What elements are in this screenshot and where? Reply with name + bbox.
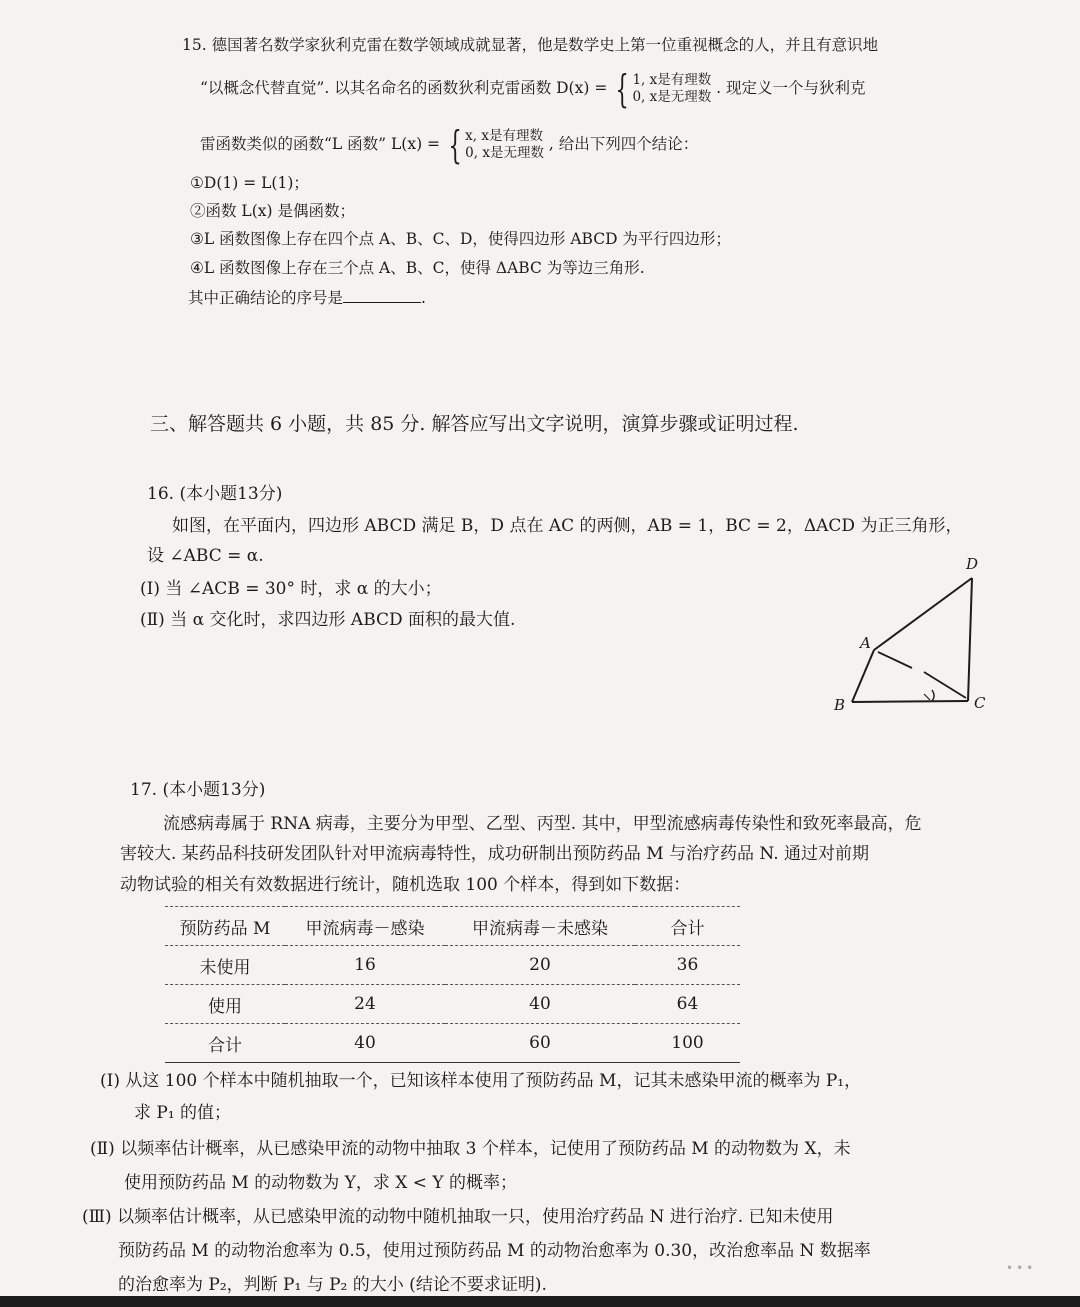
q15-l-cases [445, 123, 544, 167]
tick-mark [924, 672, 966, 698]
table-header-cell: 甲流病毒－未感染 [445, 907, 635, 946]
left-brace-icon: { [448, 123, 462, 167]
edge-ad [874, 578, 972, 650]
q16-heading: 16. (本小题13分) [147, 484, 283, 504]
q15-line2-tail: . 现定义一个与狄利克 [716, 79, 866, 97]
table-row [165, 985, 740, 1024]
label-c: C [974, 694, 986, 712]
edge-bc [852, 701, 968, 702]
q15-conclusion-3: ③L 函数图像上存在四个点 A、B、C、D，使得四边形 ABCD 为平行四边形； [190, 230, 731, 248]
bottom-edge-bar [0, 1296, 1080, 1307]
q16-part2: (Ⅱ) 当 α 交化时，求四边形 ABCD 面积的最大值. [140, 610, 516, 630]
table-row [165, 946, 740, 985]
answer-blank [343, 286, 421, 303]
table-cell: 100 [671, 1033, 704, 1053]
q17-part3-line3: 的治愈率为 P₂，判断 P₁ 与 P₂ 的大小 (结论不要求证明). [118, 1275, 547, 1295]
angle-arc [932, 690, 934, 701]
table-header-row [165, 907, 740, 946]
left-brace-icon: { [615, 67, 629, 111]
q17-part3-line2: 预防药品 M 的动物治愈率为 0.5，使用过预防药品 M 的动物治愈率为 0.30，改治愈率品 N 数据率 [118, 1241, 871, 1261]
q15-l-case2: 0, x是无理数 [465, 145, 544, 161]
q16-line1: 如图，在平面内，四边形 ABCD 满足 B，D 点在 AC 的两侧，AB = 1，BC = 2，ΔACD 为正三角形， [172, 516, 963, 536]
q15-line3 [200, 123, 699, 167]
table-header-cell: 合计 [635, 907, 740, 946]
q17-part3-line1: (Ⅲ) 以频率估计概率，从已感染甲流的动物中随机抽取一只，使用治疗药品 N 进行治疗. 已知未使用 [82, 1207, 834, 1227]
q15-line1: 15. 德国著名数学家狄利克雷在数学领域成就显著，他是数学史上第一位重视概念的人，并且有意识地 [182, 36, 879, 54]
edge-ab [852, 650, 874, 702]
table-header-cell: 甲流病毒－感染 [285, 907, 445, 946]
table-cell: 使用 [165, 985, 285, 1024]
q16-part1: (Ⅰ) 当 ∠ACB = 30° 时，求 α 的大小； [140, 579, 442, 599]
section-3-heading: 三、解答题共 6 小题，共 85 分. 解答应写出文字说明，演算步骤或证明过程. [150, 413, 799, 435]
q17-line3: 动物试验的相关有效数据进行统计，随机选取 100 个样本，得到如下数据： [120, 875, 691, 895]
q17-part1-line1: (Ⅰ) 从这 100 个样本中随机抽取一个，已知该样本使用了预防药品 M，记其未感染甲流的概率为 P₁， [100, 1071, 862, 1091]
q17-part2-line2: 使用预防药品 M 的动物数为 Y，求 X < Y 的概率； [124, 1173, 518, 1193]
q15-ask-text: 其中正确结论的序号是 [188, 289, 344, 307]
table-cell: 24 [285, 985, 445, 1024]
q17-heading: 17. (本小题13分) [130, 780, 266, 800]
table-cell: 60 [529, 1033, 551, 1053]
q15-ask [188, 286, 426, 309]
tick-mark [878, 652, 912, 668]
edge-dc [968, 578, 972, 701]
table-cell: 20 [445, 946, 635, 985]
q17-part2-line1: (Ⅱ) 以频率估计概率，从已感染甲流的动物中抽取 3 个样本，记使用了预防药品 M 的动物数为 X，未 [90, 1139, 851, 1159]
table-cell: 40 [354, 1033, 376, 1053]
table-cell: 40 [445, 985, 635, 1024]
ellipsis-icon: ••• [1006, 1261, 1037, 1275]
q15-line3-tail: , 给出下列四个结论： [548, 135, 699, 153]
q15-conclusion-4: ④L 函数图像上存在三个点 A、B、C，使得 ΔABC 为等边三角形. [190, 259, 645, 277]
table-cell: 合计 [208, 1035, 242, 1056]
q17-line2: 害较大. 某药品科技研发团队针对甲流病毒特性，成功研制出预防药品 M 与治疗药品 N. 通过对前期 [120, 844, 870, 864]
table-row [165, 1024, 740, 1063]
table-header-cell: 预防药品 M [165, 907, 285, 946]
angle-mark [924, 694, 930, 700]
q17-part1-line2: 求 P₁ 的值； [134, 1103, 232, 1123]
table-cell: 未使用 [165, 946, 285, 985]
table-cell: 36 [635, 946, 740, 985]
q16-line2: 设 ∠ABC = α. [147, 546, 264, 566]
q15-l-case1: x, x是有理数 [465, 128, 543, 144]
label-a: A [860, 634, 871, 652]
q15-conclusion-1: ①D(1) = L(1)； [190, 174, 309, 192]
table-cell: 16 [285, 946, 445, 985]
q15-line2 [200, 67, 866, 111]
q15-ask-period: . [421, 289, 426, 307]
table-cell: 64 [635, 985, 740, 1024]
q17-data-table [165, 906, 740, 1063]
q15-d-case1: 1, x是有理数 [632, 72, 712, 88]
label-b: B [834, 696, 846, 714]
q15-dirichlet-def: “以概念代替直觉”. 以其名命名的函数狄利克雷函数 D(x) = [200, 79, 608, 97]
q15-d-cases [612, 67, 712, 111]
q15-l-def: 雷函数类似的函数“L 函数” L(x) = [200, 135, 441, 153]
q17-line1: 流感病毒属于 RNA 病毒，主要分为甲型、乙型、丙型. 其中，甲型流感病毒传染性和致死率最高，危 [163, 814, 922, 834]
label-d: D [966, 555, 979, 573]
q15-conclusion-2: ②函数 L(x) 是偶函数； [190, 202, 355, 220]
q15-d-case2: 0, x是无理数 [632, 89, 712, 105]
q16-quadrilateral-figure [828, 550, 998, 720]
